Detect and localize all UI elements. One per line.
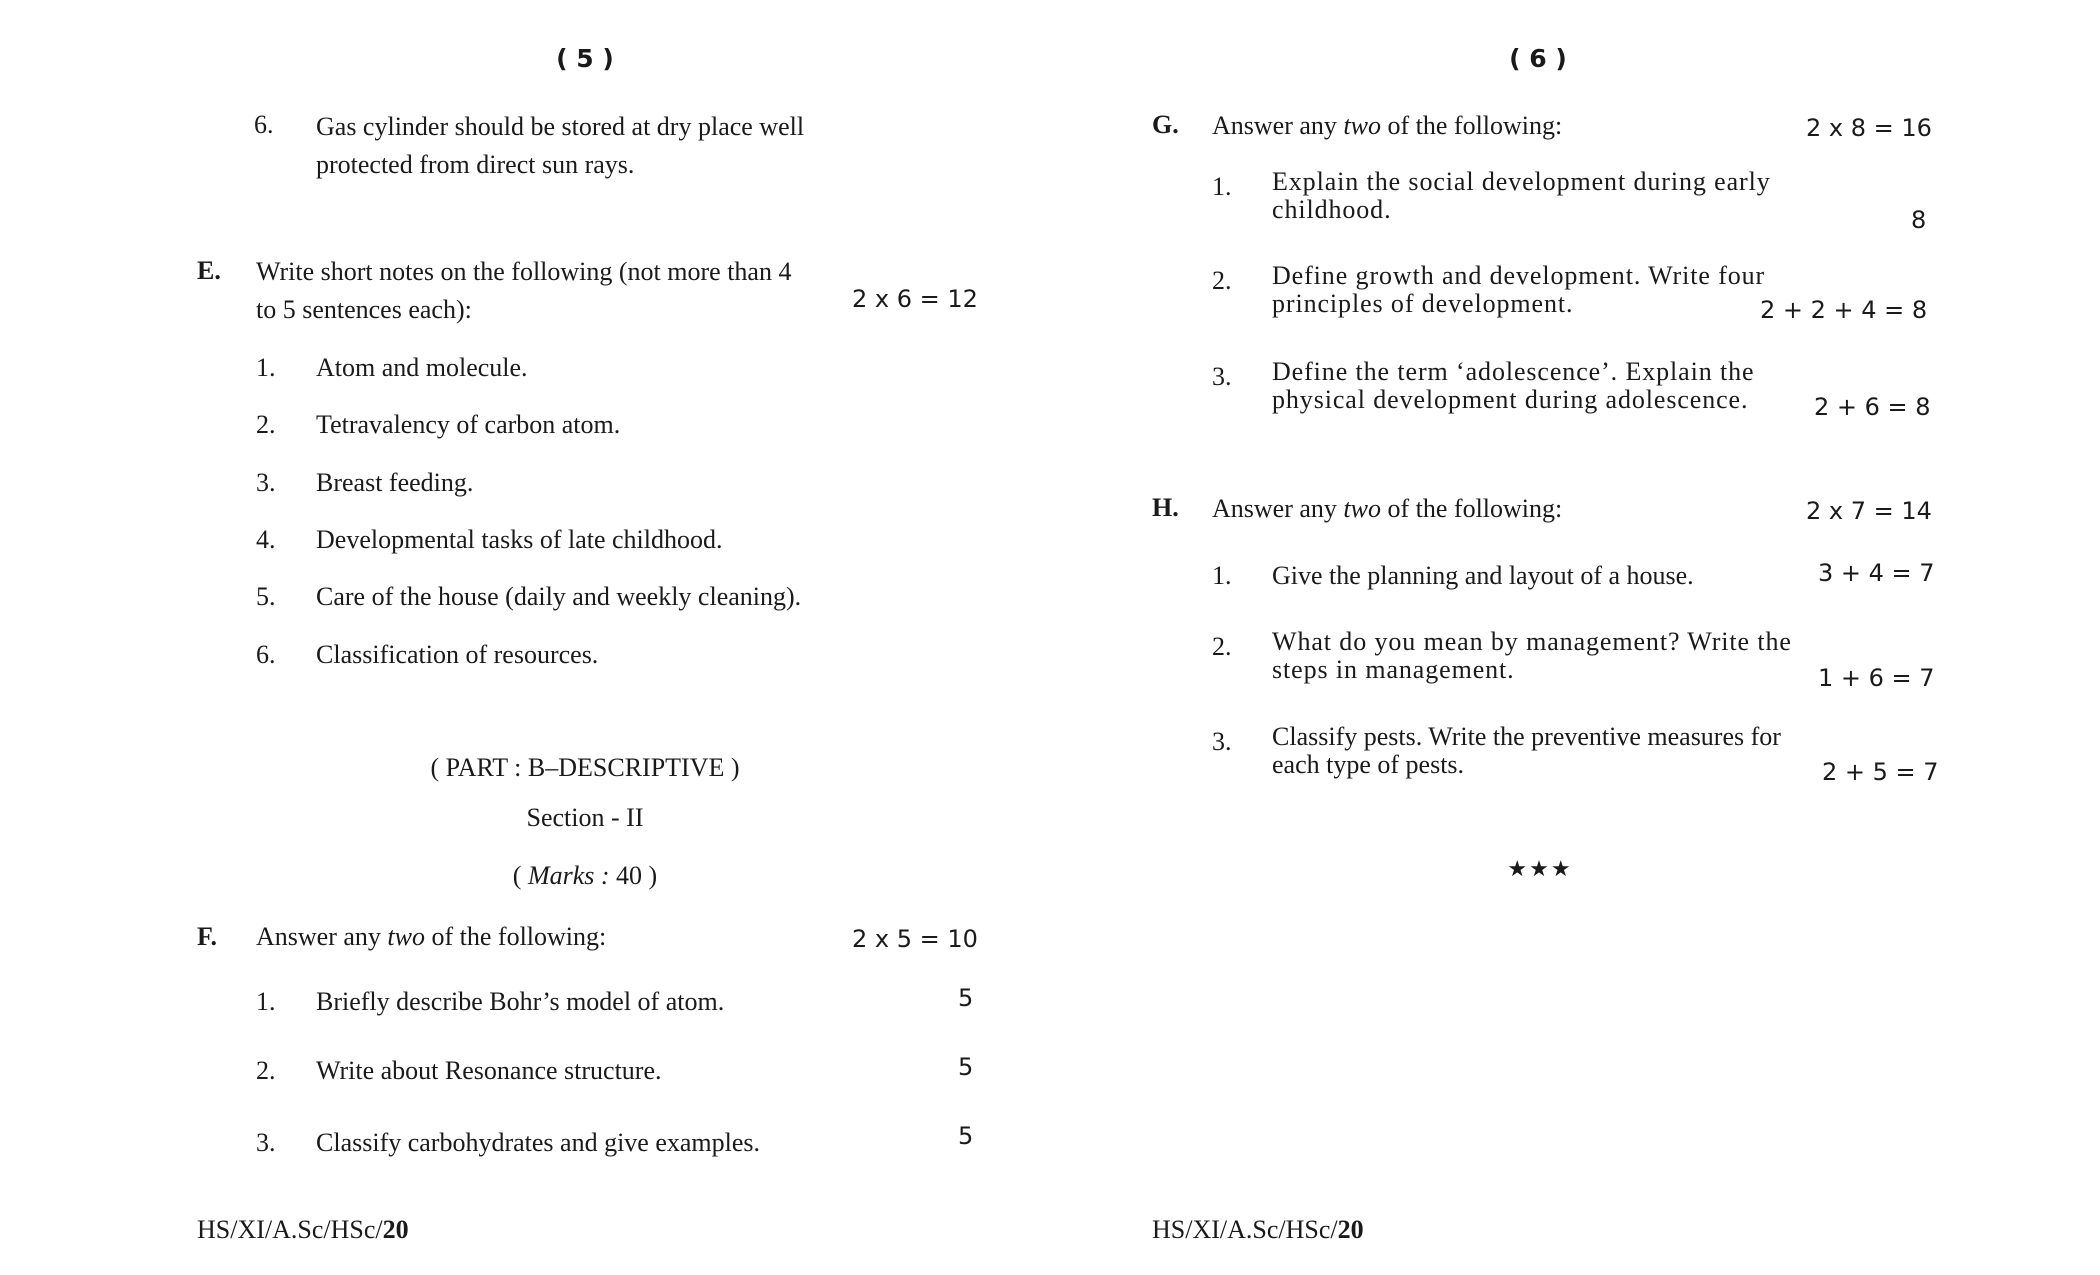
item-marks: 2 + 5 = 7 xyxy=(1822,758,1939,786)
section-h-instruction: Answer any two of the following: xyxy=(1212,494,1563,523)
list-item: Atom and molecule. xyxy=(316,353,528,382)
item-marks: 5 xyxy=(958,984,974,1012)
item-marks: 5 xyxy=(958,1122,974,1150)
list-item: Define the term ‘adolescence’. Explain the physical development during adolescence. xyxy=(1272,357,1755,414)
list-item-number: 3. xyxy=(1212,727,1232,756)
section-g-marks: 2 x 8 = 16 xyxy=(1806,114,1932,142)
list-item-number: 2. xyxy=(256,1056,276,1085)
list-item-number: 6. xyxy=(256,640,276,669)
list-item: Write about Resonance structure. xyxy=(316,1056,662,1085)
item-number: 6. xyxy=(254,110,274,139)
list-item-number: 3. xyxy=(256,468,276,497)
item-marks: 8 xyxy=(1911,206,1927,234)
section-label-g: G. xyxy=(1152,110,1179,139)
list-item-number: 3. xyxy=(1212,362,1232,391)
end-of-paper-stars: ★★★ xyxy=(1507,857,1573,882)
item-marks: 2 + 2 + 4 = 8 xyxy=(1760,296,1928,324)
page-number: ( 5 ) xyxy=(556,44,614,73)
list-item: Classify pests. Write the preventive measures for each type of pests. xyxy=(1272,722,1781,779)
list-item-number: 1. xyxy=(1212,561,1232,590)
footer-code: HS/XI/A.Sc/HSc/20 xyxy=(1152,1215,1364,1244)
list-item: Briefly describe Bohr’s model of atom. xyxy=(316,987,725,1016)
list-item: Explain the social development during early childhood. xyxy=(1272,167,1771,224)
list-item-number: 2. xyxy=(1212,632,1232,661)
section-e-marks: 2 x 6 = 12 xyxy=(852,285,978,313)
item-marks: 5 xyxy=(958,1053,974,1081)
part-heading: ( PART : B–DESCRIPTIVE ) xyxy=(430,753,740,782)
section-h-marks: 2 x 7 = 14 xyxy=(1806,497,1932,525)
list-item-number: 5. xyxy=(256,582,276,611)
list-item-number: 4. xyxy=(256,525,276,554)
section-f-instruction: Answer any two of the following: xyxy=(256,922,607,951)
list-item-number: 3. xyxy=(256,1128,276,1157)
footer-code: HS/XI/A.Sc/HSc/20 xyxy=(197,1215,409,1244)
marks-total: ( Marks : 40 ) xyxy=(512,861,658,890)
list-item: Care of the house (daily and weekly cleaning). xyxy=(316,582,802,611)
section-label-f: F. xyxy=(197,922,217,951)
item-text: Gas cylinder should be stored at dry place well protected from direct sun rays. xyxy=(316,112,805,179)
list-item-number: 2. xyxy=(256,410,276,439)
section-g-instruction: Answer any two of the following: xyxy=(1212,111,1563,140)
list-item: Classification of resources. xyxy=(316,640,599,669)
item-marks: 2 + 6 = 8 xyxy=(1814,393,1931,421)
item-marks: 3 + 4 = 7 xyxy=(1818,559,1935,587)
section-e-instruction: Write short notes on the following (not more than 4 to 5 sentences each): xyxy=(256,257,792,324)
list-item-number: 1. xyxy=(256,987,276,1016)
item-marks: 1 + 6 = 7 xyxy=(1818,664,1935,692)
list-item-number: 2. xyxy=(1212,266,1232,295)
section-f-marks: 2 x 5 = 10 xyxy=(852,925,978,953)
list-item: Breast feeding. xyxy=(316,468,474,497)
section-label-e: E. xyxy=(197,256,221,285)
section-heading: Section - II xyxy=(526,803,644,832)
section-label-h: H. xyxy=(1152,493,1179,522)
page-number: ( 6 ) xyxy=(1509,44,1567,73)
list-item-number: 1. xyxy=(256,353,276,382)
list-item: Developmental tasks of late childhood. xyxy=(316,525,723,554)
list-item-number: 1. xyxy=(1212,172,1232,201)
list-item: Tetravalency of carbon atom. xyxy=(316,410,621,439)
list-item: What do you mean by management? Write the steps in management. xyxy=(1272,627,1792,684)
list-item: Give the planning and layout of a house. xyxy=(1272,561,1694,590)
list-item: Classify carbohydrates and give examples. xyxy=(316,1128,761,1157)
list-item: Define growth and development. Write four principles of development. xyxy=(1272,261,1766,318)
